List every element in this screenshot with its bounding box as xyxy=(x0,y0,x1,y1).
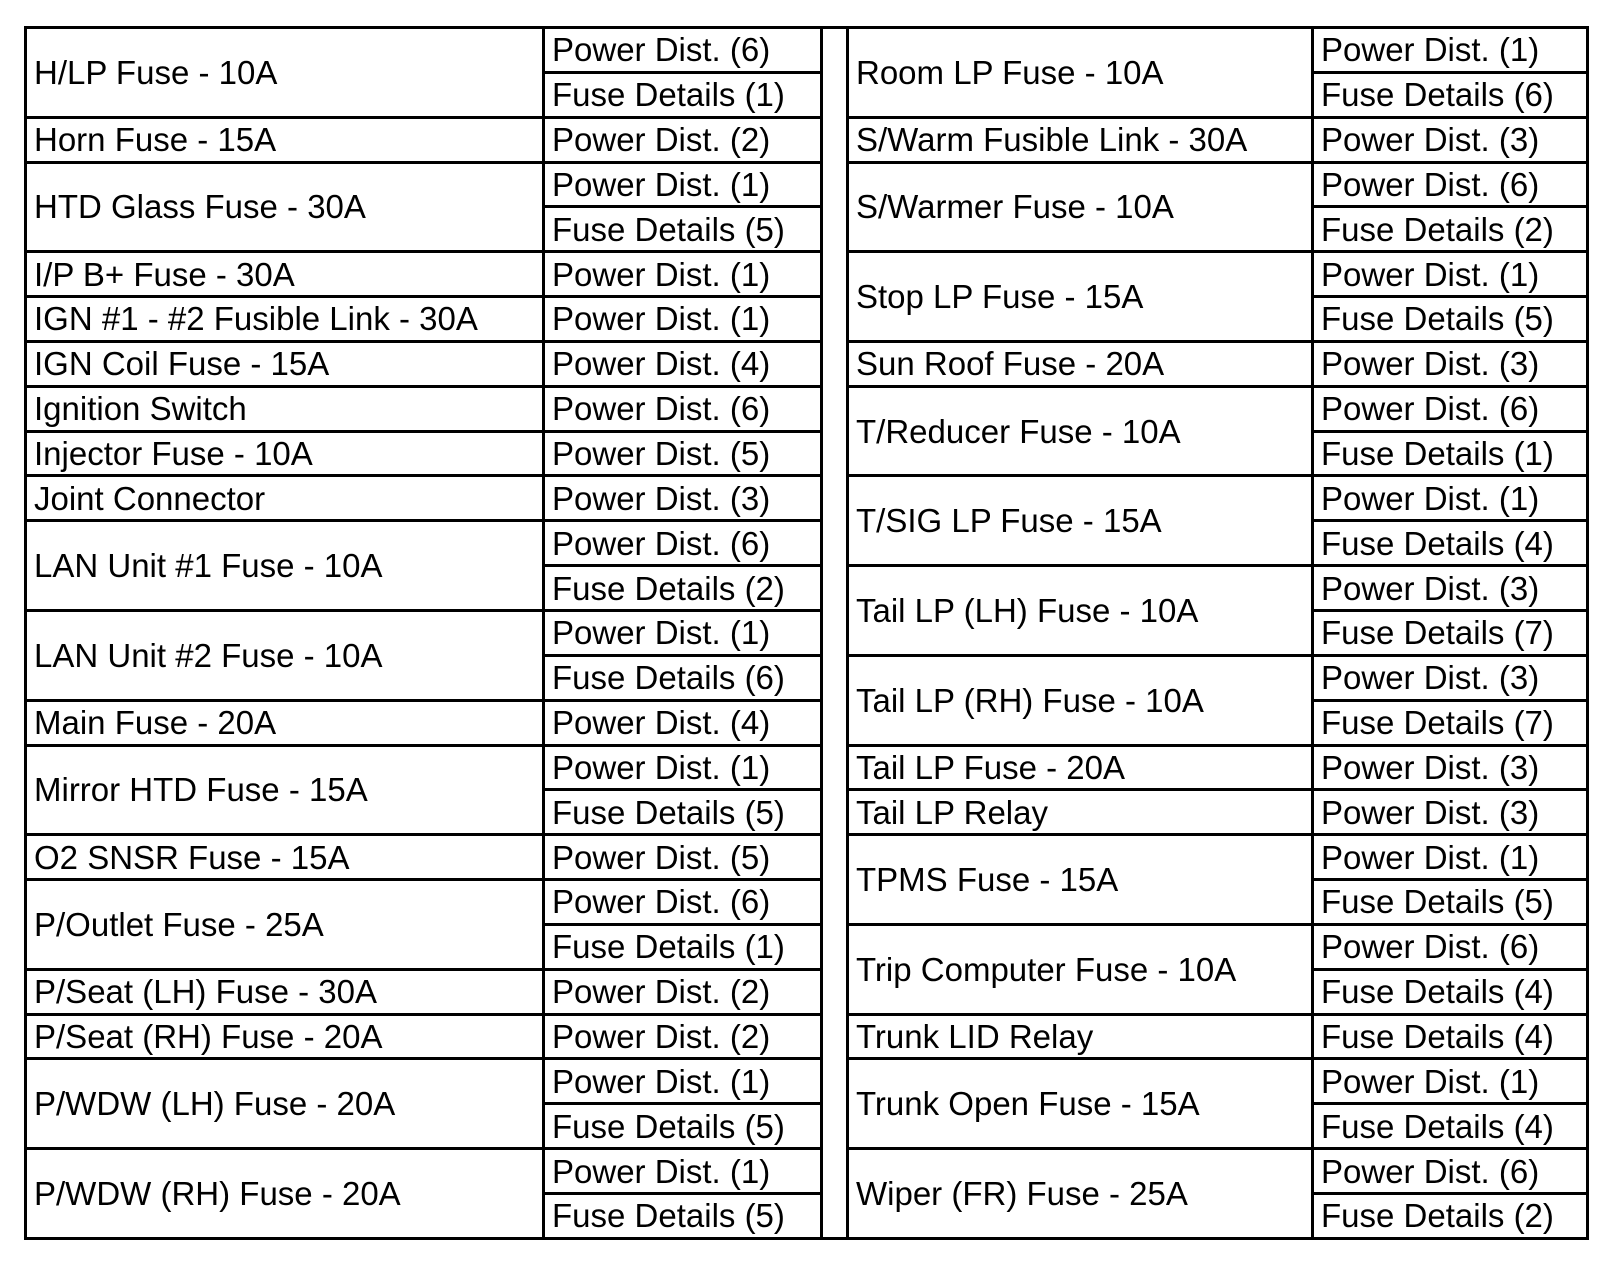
component-name-cell: Room LP Fuse - 10A xyxy=(848,28,1313,118)
reference-cell: Power Dist. (1) xyxy=(544,297,822,342)
reference-cell: Fuse Details (5) xyxy=(544,790,822,835)
reference-cell: Power Dist. (3) xyxy=(1313,745,1588,790)
reference-cell: Power Dist. (1) xyxy=(544,162,822,207)
component-name-cell: P/Seat (RH) Fuse - 20A xyxy=(26,1014,544,1059)
reference-cell: Fuse Details (4) xyxy=(1313,969,1588,1014)
reference-cell: Fuse Details (2) xyxy=(544,566,822,611)
component-name-cell: LAN Unit #1 Fuse - 10A xyxy=(26,521,544,611)
component-name-cell: IGN #1 - #2 Fusible Link - 30A xyxy=(26,297,544,342)
table-row xyxy=(26,1149,1588,1194)
fuse-reference-table xyxy=(24,26,1589,1240)
reference-cell: Power Dist. (6) xyxy=(1313,386,1588,431)
table-row xyxy=(26,745,1588,790)
component-name-cell: Injector Fuse - 10A xyxy=(26,431,544,476)
table-row xyxy=(26,162,1588,207)
component-name-cell: Tail LP Relay xyxy=(848,790,1313,835)
component-name-cell: T/SIG LP Fuse - 15A xyxy=(848,476,1313,566)
table-row xyxy=(26,969,1588,1014)
reference-cell: Power Dist. (6) xyxy=(1313,924,1588,969)
reference-cell: Fuse Details (5) xyxy=(1313,880,1588,925)
component-name-cell: Sun Roof Fuse - 20A xyxy=(848,341,1313,386)
reference-cell: Power Dist. (1) xyxy=(544,1149,822,1194)
component-name-cell: Trunk Open Fuse - 15A xyxy=(848,1059,1313,1149)
reference-cell: Power Dist. (4) xyxy=(544,700,822,745)
reference-cell: Fuse Details (1) xyxy=(544,924,822,969)
reference-cell: Fuse Details (6) xyxy=(1313,72,1588,117)
fuse-table-body xyxy=(26,28,1588,1239)
table-row xyxy=(26,700,1588,745)
reference-cell: Fuse Details (4) xyxy=(1313,1014,1588,1059)
reference-cell: Fuse Details (5) xyxy=(544,207,822,252)
table-row xyxy=(26,1059,1588,1104)
component-name-cell: S/Warmer Fuse - 10A xyxy=(848,162,1313,252)
component-name-cell: Joint Connector xyxy=(26,476,544,521)
table-row xyxy=(26,117,1588,162)
reference-cell: Power Dist. (2) xyxy=(544,117,822,162)
component-name-cell: Trip Computer Fuse - 10A xyxy=(848,924,1313,1014)
component-name-cell: Trunk LID Relay xyxy=(848,1014,1313,1059)
table-row xyxy=(26,880,1588,925)
reference-cell: Power Dist. (3) xyxy=(1313,117,1588,162)
reference-cell: Fuse Details (5) xyxy=(544,1104,822,1149)
component-name-cell: Tail LP (LH) Fuse - 10A xyxy=(848,566,1313,656)
table-row xyxy=(26,252,1588,297)
component-name-cell: TPMS Fuse - 15A xyxy=(848,835,1313,925)
reference-cell: Power Dist. (2) xyxy=(544,1014,822,1059)
reference-cell: Fuse Details (4) xyxy=(1313,521,1588,566)
table-row xyxy=(26,341,1588,386)
reference-cell: Power Dist. (3) xyxy=(1313,341,1588,386)
reference-cell: Fuse Details (7) xyxy=(1313,610,1588,655)
table-row xyxy=(26,835,1588,880)
reference-cell: Power Dist. (3) xyxy=(1313,655,1588,700)
reference-cell: Power Dist. (1) xyxy=(1313,476,1588,521)
reference-cell: Power Dist. (6) xyxy=(1313,162,1588,207)
column-divider xyxy=(822,28,848,1239)
component-name-cell: O2 SNSR Fuse - 15A xyxy=(26,835,544,880)
reference-cell: Power Dist. (2) xyxy=(544,969,822,1014)
component-name-cell: Tail LP Fuse - 20A xyxy=(848,745,1313,790)
reference-cell: Power Dist. (6) xyxy=(544,28,822,73)
reference-cell: Fuse Details (4) xyxy=(1313,1104,1588,1149)
table-row xyxy=(26,431,1588,476)
component-name-cell: P/Seat (LH) Fuse - 30A xyxy=(26,969,544,1014)
reference-cell: Fuse Details (5) xyxy=(544,1193,822,1238)
reference-cell: Power Dist. (1) xyxy=(544,1059,822,1104)
component-name-cell: LAN Unit #2 Fuse - 10A xyxy=(26,610,544,700)
component-name-cell: I/P B+ Fuse - 30A xyxy=(26,252,544,297)
component-name-cell: Stop LP Fuse - 15A xyxy=(848,252,1313,342)
reference-cell: Fuse Details (1) xyxy=(544,72,822,117)
reference-cell: Fuse Details (6) xyxy=(544,655,822,700)
table-row xyxy=(26,1014,1588,1059)
reference-cell: Power Dist. (1) xyxy=(544,252,822,297)
reference-cell: Power Dist. (1) xyxy=(1313,28,1588,73)
reference-cell: Power Dist. (4) xyxy=(544,341,822,386)
table-row xyxy=(26,610,1588,655)
reference-cell: Power Dist. (6) xyxy=(544,386,822,431)
reference-cell: Fuse Details (5) xyxy=(1313,297,1588,342)
component-name-cell: Wiper (FR) Fuse - 25A xyxy=(848,1149,1313,1239)
reference-cell: Power Dist. (3) xyxy=(544,476,822,521)
reference-cell: Power Dist. (1) xyxy=(1313,252,1588,297)
reference-cell: Fuse Details (7) xyxy=(1313,700,1588,745)
component-name-cell: Horn Fuse - 15A xyxy=(26,117,544,162)
component-name-cell: H/LP Fuse - 10A xyxy=(26,28,544,118)
reference-cell: Power Dist. (3) xyxy=(1313,566,1588,611)
component-name-cell: Ignition Switch xyxy=(26,386,544,431)
table-row xyxy=(26,476,1588,521)
component-name-cell: P/Outlet Fuse - 25A xyxy=(26,880,544,970)
reference-cell: Power Dist. (6) xyxy=(544,521,822,566)
component-name-cell: Mirror HTD Fuse - 15A xyxy=(26,745,544,835)
reference-cell: Power Dist. (1) xyxy=(544,610,822,655)
reference-cell: Power Dist. (1) xyxy=(544,745,822,790)
reference-cell: Power Dist. (5) xyxy=(544,835,822,880)
table-row xyxy=(26,28,1588,73)
table-row xyxy=(26,297,1588,342)
component-name-cell: P/WDW (LH) Fuse - 20A xyxy=(26,1059,544,1149)
reference-cell: Power Dist. (6) xyxy=(1313,1149,1588,1194)
component-name-cell: T/Reducer Fuse - 10A xyxy=(848,386,1313,476)
component-name-cell: P/WDW (RH) Fuse - 20A xyxy=(26,1149,544,1239)
component-name-cell: Tail LP (RH) Fuse - 10A xyxy=(848,655,1313,745)
reference-cell: Power Dist. (3) xyxy=(1313,790,1588,835)
reference-cell: Fuse Details (2) xyxy=(1313,1193,1588,1238)
reference-cell: Power Dist. (6) xyxy=(544,880,822,925)
reference-cell: Fuse Details (2) xyxy=(1313,207,1588,252)
component-name-cell: IGN Coil Fuse - 15A xyxy=(26,341,544,386)
reference-cell: Power Dist. (5) xyxy=(544,431,822,476)
table-row xyxy=(26,521,1588,566)
reference-cell: Power Dist. (1) xyxy=(1313,835,1588,880)
table-row xyxy=(26,386,1588,431)
component-name-cell: Main Fuse - 20A xyxy=(26,700,544,745)
reference-cell: Power Dist. (1) xyxy=(1313,1059,1588,1104)
component-name-cell: S/Warm Fusible Link - 30A xyxy=(848,117,1313,162)
reference-cell: Fuse Details (1) xyxy=(1313,431,1588,476)
component-name-cell: HTD Glass Fuse - 30A xyxy=(26,162,544,252)
